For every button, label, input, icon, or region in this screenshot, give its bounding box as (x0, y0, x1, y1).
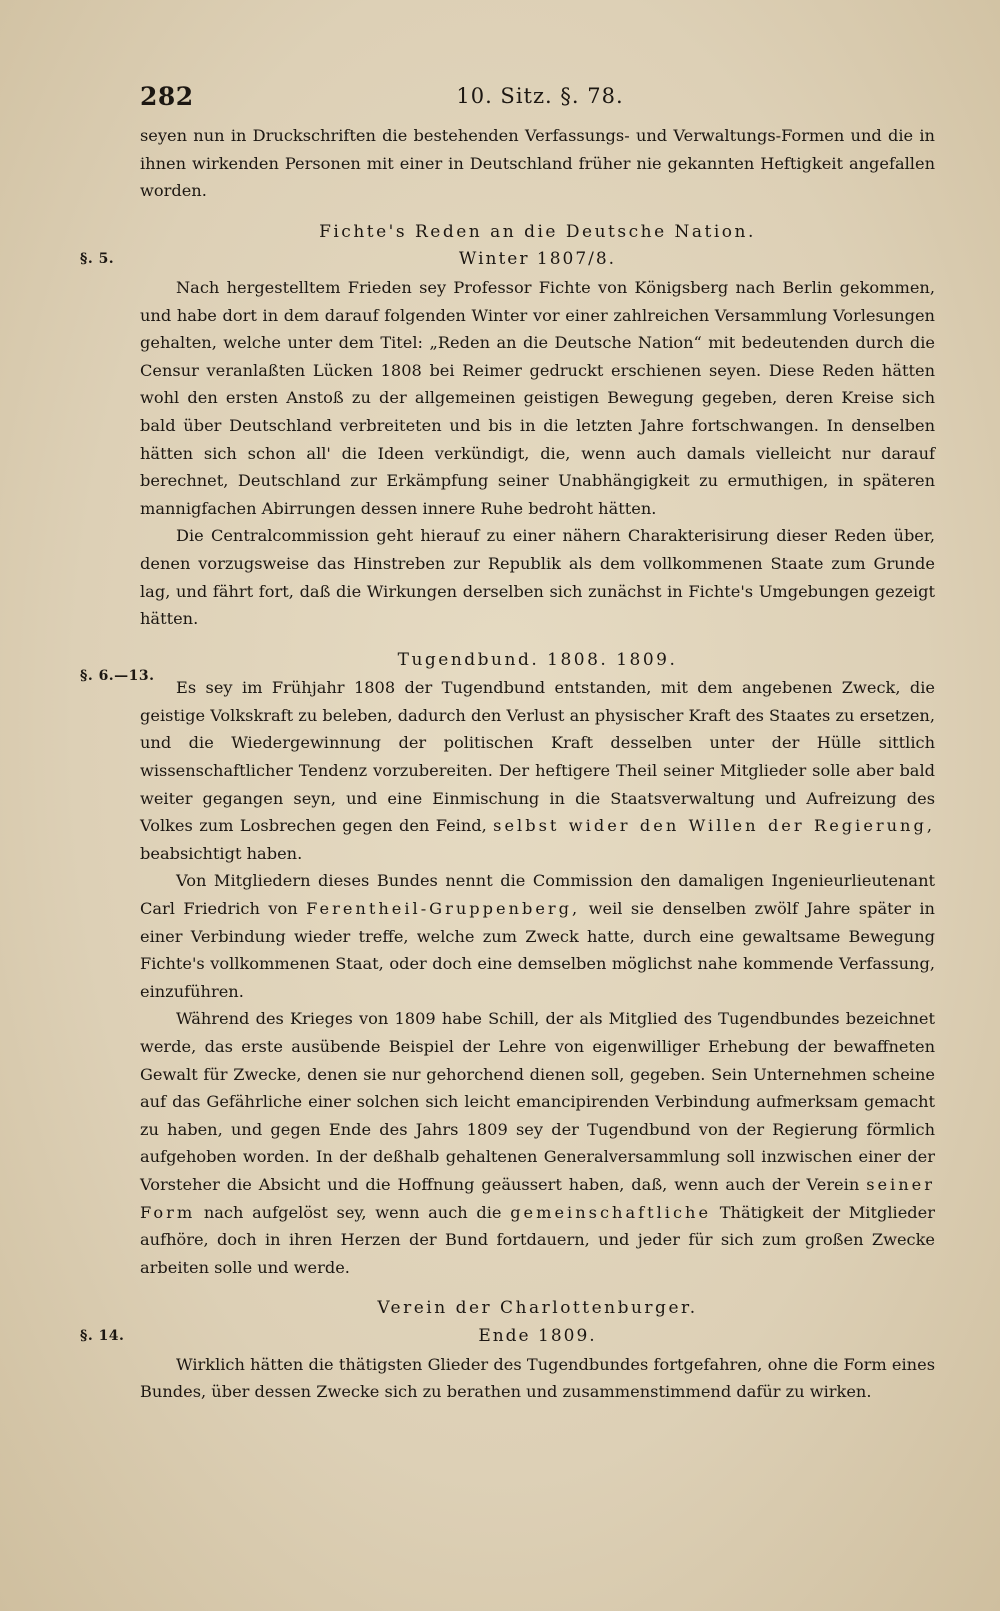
charlottenburger-section-heading: Verein der Charlottenburger. (377, 1298, 698, 1319)
text-run: weil sie denselben zwölf Jahre später in einer Verbindung wieder treffe, welche zum Zweck hatte, durch eine gewaltsame Bewegung Fichte's vollkommenen Staat, oder doch eine demselben möglichst nahe kommende Verfassung, einzuführen. (140, 899, 935, 1001)
page-number: 282 (140, 82, 194, 111)
tugendbund-paragraph-3 (140, 1005, 935, 1281)
text-run: Von Mitgliedern dieses Bundes nennt die Commission den damaligen Ingenieurlieutenant Carl Friedrich von (140, 871, 935, 919)
text-run: beabsichtigt haben. (140, 843, 303, 863)
fichte-paragraph-1: Nach hergestelltem Frieden sey Professor Fichte von Königsberg nach Berlin gekommen, und habe dort in dem darauf folgenden Winter vor einer zahlreichen Versammlung Vorlesungen gehalten, welche unter dem Titel: „Reden an die Deutsche Nation“ mit bedeutenden durch die Censur veranlaßten Lücken 1808 bei Reimer gedruckt erschienen seyen. Diese Reden hätten wohl den ersten Anstoß zu der allgemeinen geistigen Bewegung gegeben, deren Kreise sich bald über Deutschland verbreiteten und bis in die letzten Jahre fortschwangen. In denselben hätten sich schon all' die Ideen verkündigt, die, wenn auch damals vielleicht nur darauf berechnet, Deutschland zur Erkämpfung seiner Unabhängigkeit zu ermuthigen, in späteren mannigfachen Abirrungen dessen innere Ruhe bedroht hätten. (140, 277, 935, 518)
fichte-section-heading: Fichte's Reden an die Deutsche Nation. (319, 221, 756, 242)
margin-note-section-6-13: §. 6.—13. (80, 668, 155, 684)
page-header (140, 82, 940, 116)
text-run: Thätigkeit der Mitglieder aufhöre, doch in ihren Herzen der Bund fortdauern, und jeder für sich zum großen Zwecke arbeiten solle und werde. (140, 1202, 935, 1277)
tugendbund-paragraph-2 (140, 867, 935, 1005)
charlottenburger-paragraph-1: Wirklich hätten die thätigsten Glieder des Tugendbundes fortgefahren, ohne die Form eines Bundes, über dessen Zwecke sich zu berathen und zusammenstimmend dafür zu wirken. (140, 1354, 935, 1402)
tugendbund-paragraph-1 (140, 674, 935, 867)
running-head: 10. Sitz. §. 78. (456, 84, 624, 108)
text-run: Es sey im Frühjahr 1808 der Tugendbund entstanden, mit dem angebenen Zweck, die geistige Volkskraft zu beleben, dadurch den Verlust an physischer Kraft des Staates zu ersetzen, und die Wiedergewinnung der politischen Kraft desselben unter der Hülle sittlich wissenschaftlicher Tendenz vorzubereiten. Der heftigere Theil seiner Mitglieder solle aber bald weiter gegangen seyn, und eine Einmischung in die Staatsverwaltung und Aufreizung des Volkes zum Losbrechen gegen den Feind, (140, 678, 935, 836)
spaced-emphasis: seiner Form (140, 1174, 935, 1222)
charlottenburger-section-subheading: Ende 1809. (478, 1325, 597, 1346)
margin-note-section-5: §. 5. (80, 251, 115, 267)
intro-paragraph: seyen nun in Druckschriften die bestehenden Verfassungs- und Verwaltungs-Formen und die in ihnen wirkenden Personen mit einer in Deutschland früher nie gekannten Heftigkeit angefallen worden. (140, 126, 935, 201)
spaced-emphasis: Ferentheil-Gruppenberg, (306, 899, 581, 919)
fichte-section-subheading: Winter 1807/8. (458, 249, 617, 270)
text-run: Während des Krieges von 1809 habe Schill, der als Mitglied des Tugendbundes bezeichnet werde, das erste ausübende Beispiel der Lehre von eigenwilliger Erhebung der bewaffneten Gewalt für Zwecke, denen sie nur gehorchend dienen soll, gegeben. Sein Unternehmen scheine auf das Gefährliche einer solchen sich leicht emancipirenden Verbindung aufmerksam gemacht zu haben, und gegen Ende des Jahrs 1809 sey der Tugendbund von der Regierung förmlich aufgehoben worden. In der deßhalb gehaltenen Generalversammlung soll inzwischen einer der Vorsteher die Absicht und die Hoffnung geäussert haben, daß, wenn auch der Verein (140, 1009, 935, 1194)
fichte-paragraph-2: Die Centralcommission geht hierauf zu einer nähern Charakterisirung dieser Reden über, denen vorzugsweise das Hinstreben zur Republik als dem vollkommenen Staate zum Grunde lag, und fährt fort, daß die Wirkungen derselben sich zunächst in Fichte's Umgebungen gezeigt hätten. (140, 526, 935, 629)
margin-note-section-14: §. 14. (80, 1328, 125, 1344)
spaced-emphasis: gemeinschaftliche (510, 1202, 712, 1222)
spaced-emphasis: selbst wider den Willen der Regierung, (493, 816, 935, 836)
body-text (140, 122, 935, 1406)
text-run: nach aufgelöst sey, wenn auch die (203, 1202, 502, 1222)
tugendbund-section-heading: Tugendbund. 1808. 1809. (397, 649, 678, 670)
